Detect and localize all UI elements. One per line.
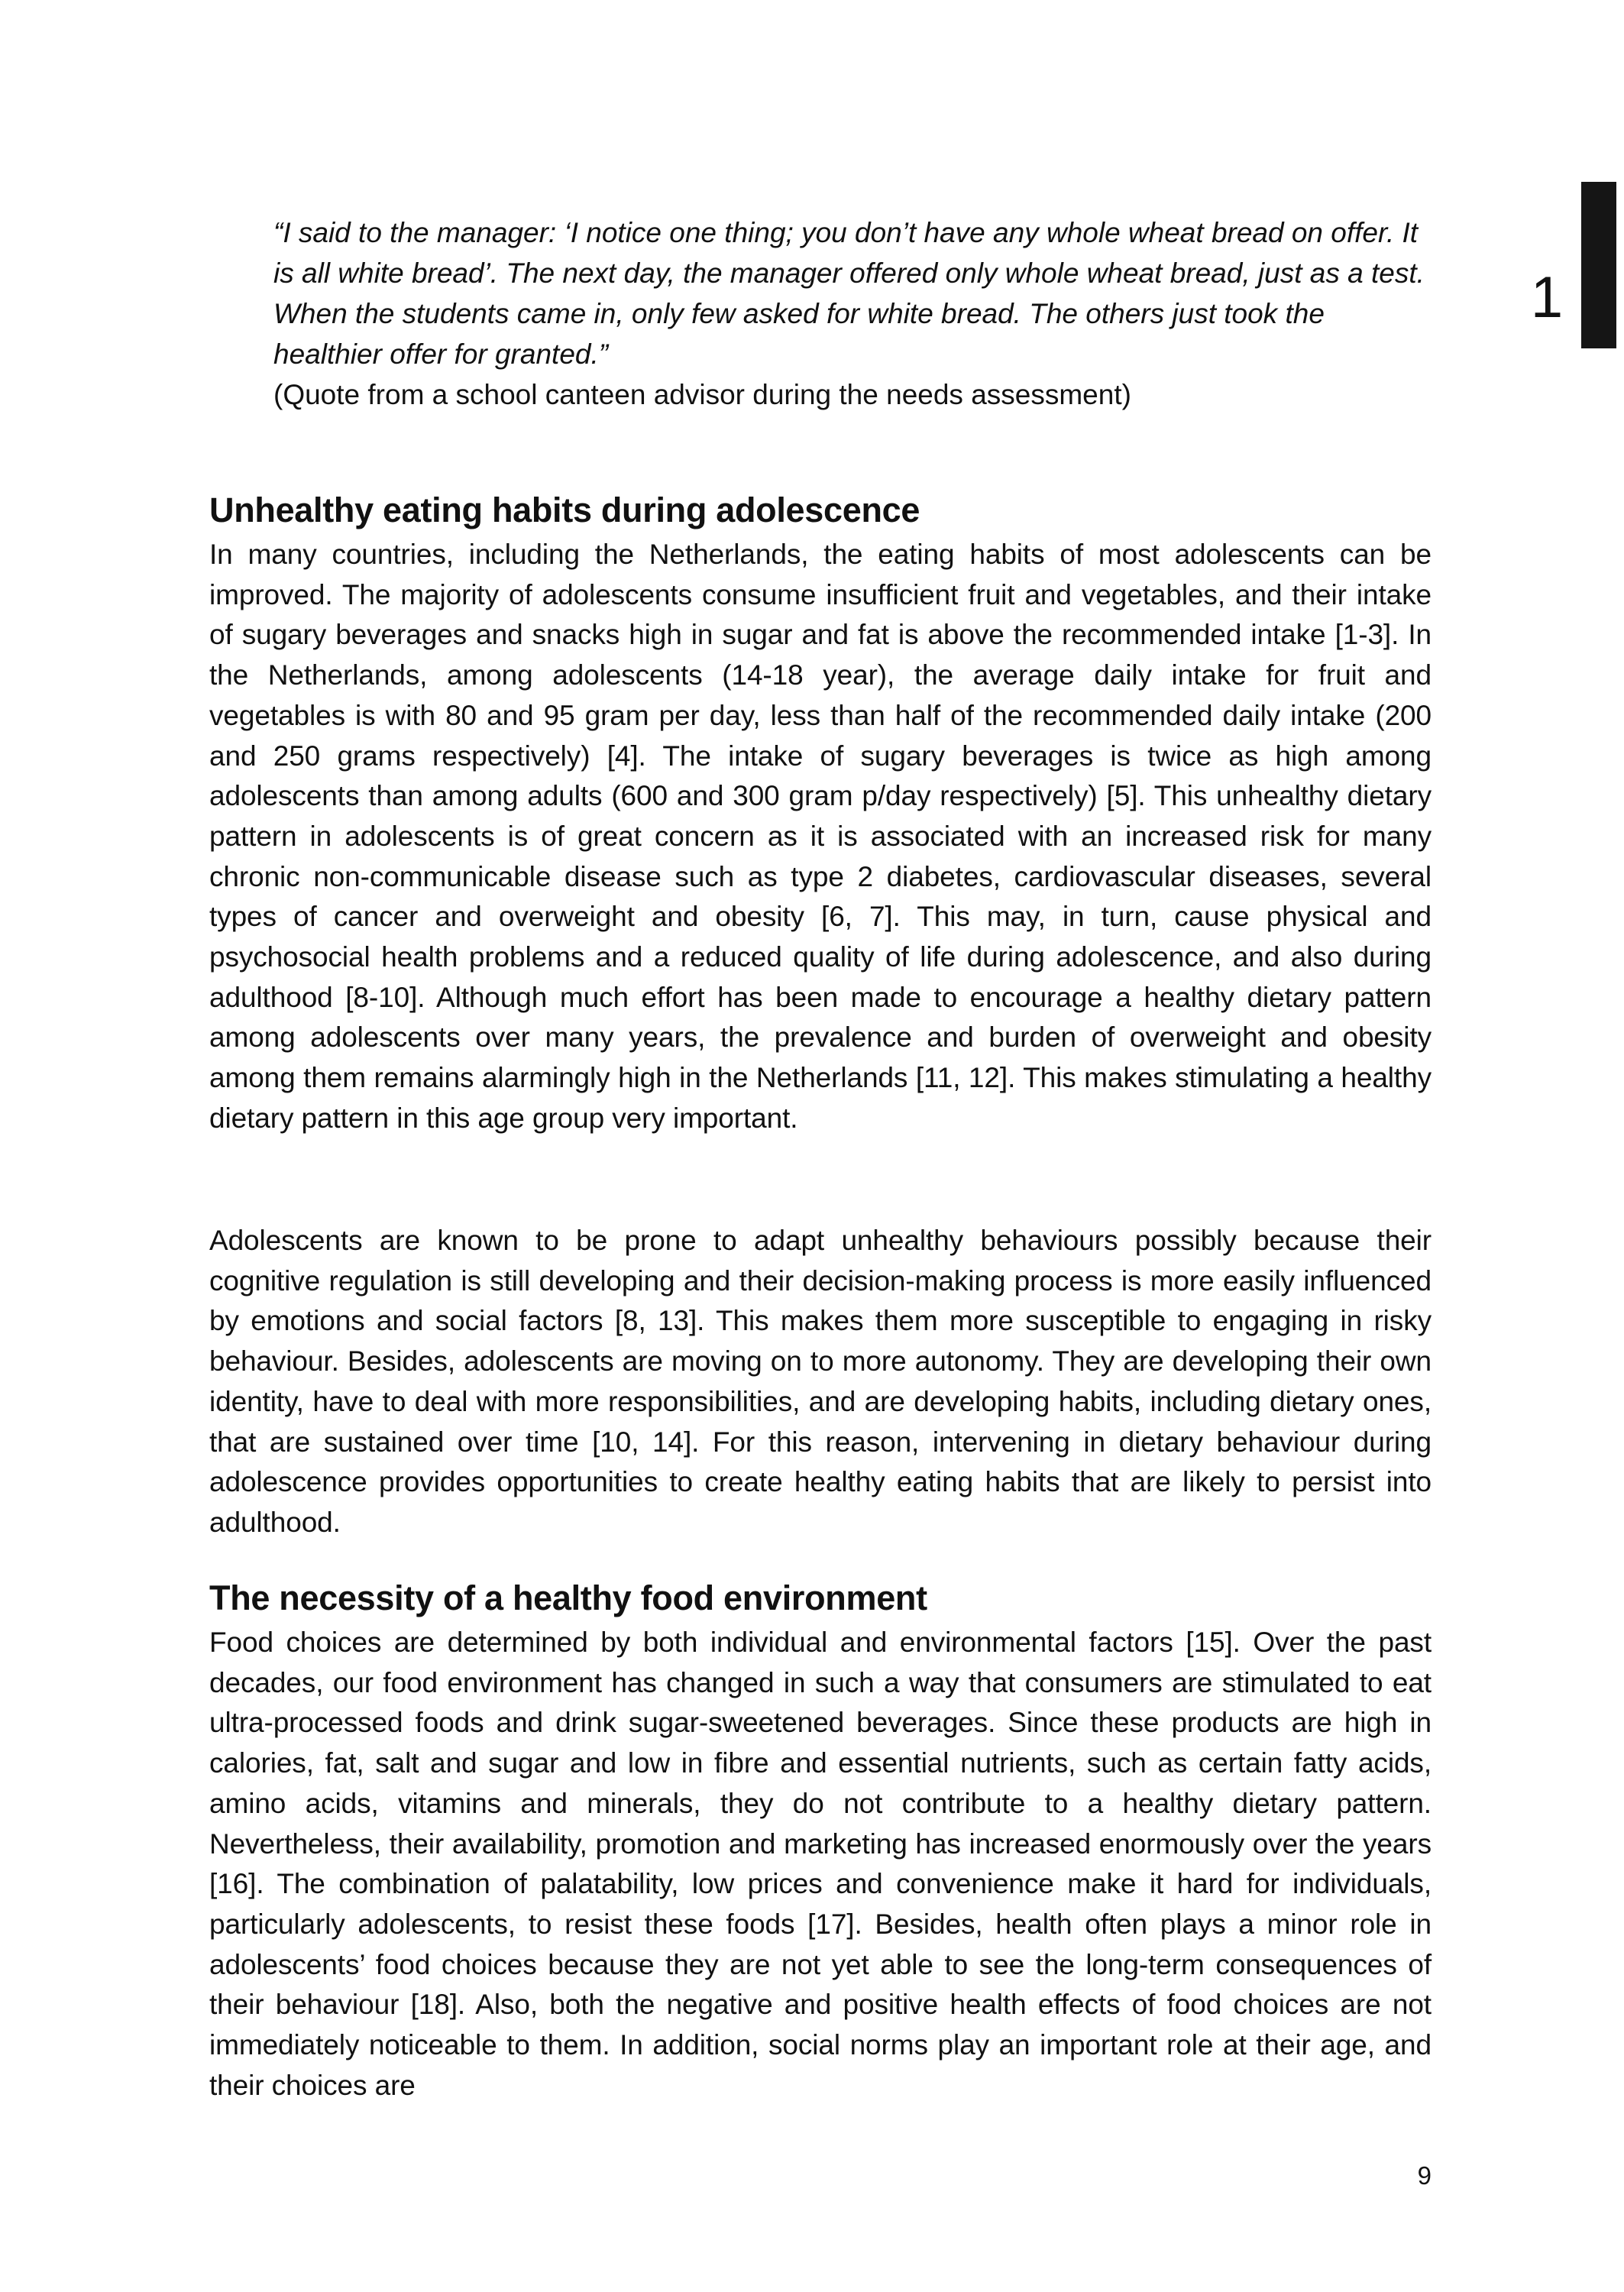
paragraph-food-environment-1: Food choices are determined by both individual and environmental factors [15]. Over the past decades, our food environment has changed in such a way that consumers are stimulated to eat ultra-processed foods and drink sugar-sweetened beverages. Since these products are high in calories, fat, salt and sugar and low in fibre and essential nutrients, such as certain fatty acids, amino acids, vitamins and minerals, they do not contribute to a healthy dietary pattern. Nevertheless, their availability, promotion and marketing has increased enormously over the years [16]. The combination of palatability, low prices and convenience make it hard for individuals, particularly adolescents, to resist these foods [17]. Besides, health often plays a minor role in adolescents’ food choices because they are not yet able to see the long-term consequences of their behaviour [18]. Also, both the negative and positive health effects of food choices are not immediately noticeable to them. In addition, social norms play an important role at their age, and their choices are — [209, 1627, 1432, 2101]
opening-quote: “I said to the manager: ‘I notice one thing; you don’t have any whole wheat bread on offer. It is all white bread’. The next day, the manager offered only whole wheat bread, just as a test. When the students came in, only few asked for white bread. The others just took the healthier offer for granted.” — [273, 217, 1425, 370]
section-heading-unhealthy-eating: Unhealthy eating habits during adolescence — [209, 490, 920, 529]
chapter-tab-marker — [1581, 182, 1616, 348]
quote-source: (Quote from a school canteen advisor during the needs assessment) — [273, 379, 1131, 410]
paragraph-unhealthy-eating-2: Adolescents are known to be prone to adapt unhealthy behaviours possibly because their cognitive regulation is still developing and their decision-making process is more easily influenced by emotions and social factors [8, 13]. This makes them more susceptible to engaging in risky behaviour. Besides, adolescents are moving on to more autonomy. They are developing their own identity, have to deal with more responsibilities, and are developing habits, including dietary ones, that are sustained over time [10, 14]. For this reason, intervening in dietary behaviour during adolescence provides opportunities to create healthy eating habits that are likely to persist into adulthood. — [209, 1225, 1432, 1538]
paragraph-unhealthy-eating-1: In many countries, including the Netherlands, the eating habits of most adolescents can be improved. The majority of adolescents consume insufficient fruit and vegetables, and their intake of sugary beverages and snacks high in sugar and fat is above the recommended intake [1-3]. In the Netherlands, among adolescents (14-18 year), the average daily intake for fruit and vegetables is with 80 and 95 gram per day, less than half of the recommended daily intake (200 and 250 grams respectively) [4]. The intake of sugary beverages is twice as high among adolescents than among adults (600 and 300 gram p/day respectively) [5]. This unhealthy dietary pattern in adolescents is of great concern as it is associated with an increased risk for many chronic non-communicable disease such as type 2 diabetes, cardiovascular diseases, several types of cancer and overweight and obesity [6, 7]. This may, in turn, cause physical and psychosocial health problems and a reduced quality of life during adolescence, and also during adulthood [8-10]. Although much effort has been made to encourage a healthy dietary pattern among adolescents over many years, the prevalence and burden of overweight and obesity among them remains alarmingly high in the Netherlands [11, 12]. This makes stimulating a healthy dietary pattern in this age group very important. — [209, 539, 1432, 1134]
section-heading-food-environment: The necessity of a healthy food environment — [209, 1578, 927, 1617]
page-number: 9 — [1417, 2161, 1432, 2190]
chapter-number: 1 — [1530, 265, 1564, 330]
